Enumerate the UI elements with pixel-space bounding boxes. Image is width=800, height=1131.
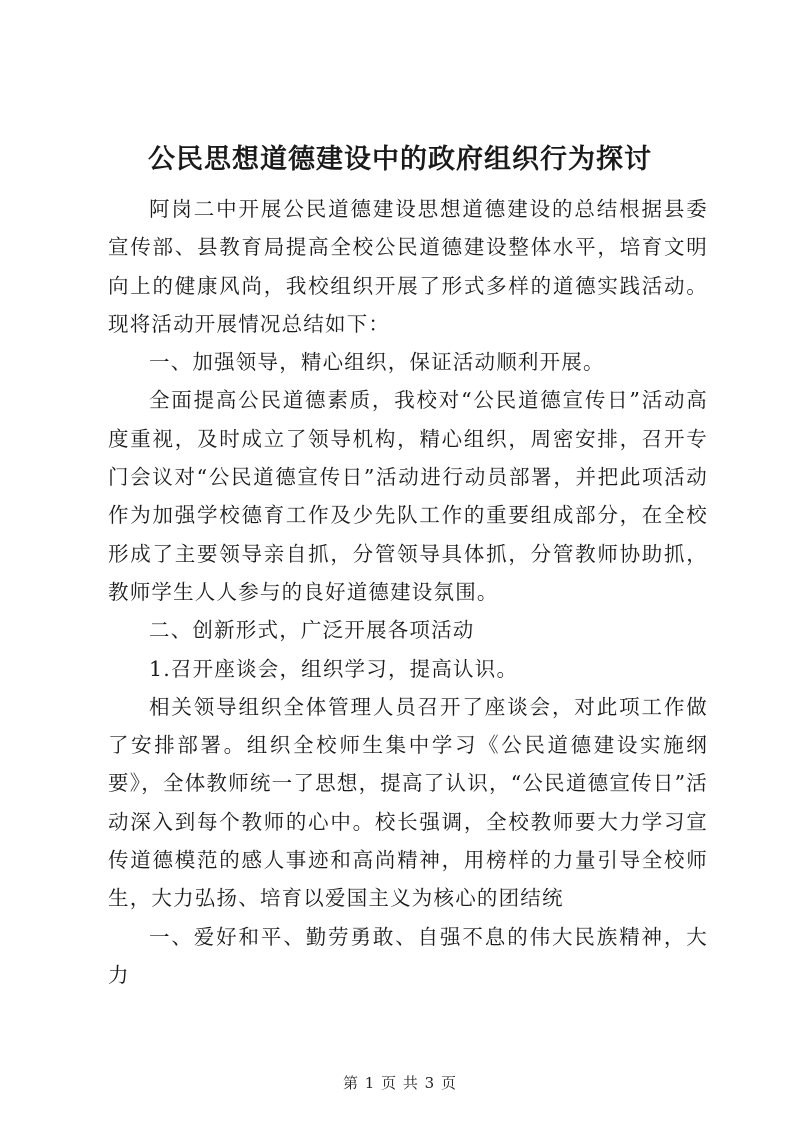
document-title: 公民思想道德建设中的政府组织行为探讨 — [148, 144, 652, 175]
paragraph-leadership: 全面提高公民道德素质，我校对“公民道德宣传日”活动高度重视，及时成立了领导机构，精心组织，周密安排，召开专门会议对“公民道德宣传日”活动进行动员部署，并把此项活动作为加强学校德育工作及少先队工作的重要组成部分，在全校形成了主要领导亲自抓，分管领导具体抓，分管教师协助抓，教师学生人人参与的良好道德建设氛围。 — [108, 388, 708, 604]
paragraph-spirit: 一、爱好和平、勤劳勇敢、自强不息的伟大民族精神，大力 — [108, 924, 708, 987]
page-number-footer: 第 1 页 共 3 页 — [343, 1074, 457, 1092]
paragraph-seminar: 相关领导组织全体管理人员召开了座谈会，对此项工作做了安排部署。组织全校师生集中学习《公民道德建设实施纲要》，全体教师统一了思想，提高了认识，“公民道德宣传日”活动深入到每个教师的心中。校长强调，全校教师要大力学习宣传道德模范的感人事迹和高尚精神，用榜样的力量引导全校师生，大力弘扬、培育以爱国主义为核心的团结统 — [108, 694, 708, 911]
paragraph-intro: 阿岗二中开展公民道德建设思想道德建设的总结根据县委宣传部、县教育局提高全校公民道德建设整体水平，培育文明向上的健康风尚，我校组织开展了形式多样的道德实践活动。现将活动开展情况总结如下： — [108, 197, 708, 336]
subsection-heading-1: 1.召开座谈会，组织学习，提高认识。 — [149, 656, 519, 681]
document-body — [108, 190, 708, 994]
section-heading-1: 一、加强领导，精心组织，保证活动顺利开展。 — [149, 350, 605, 375]
section-heading-2: 二、创新形式，广泛开展各项活动 — [149, 618, 475, 643]
